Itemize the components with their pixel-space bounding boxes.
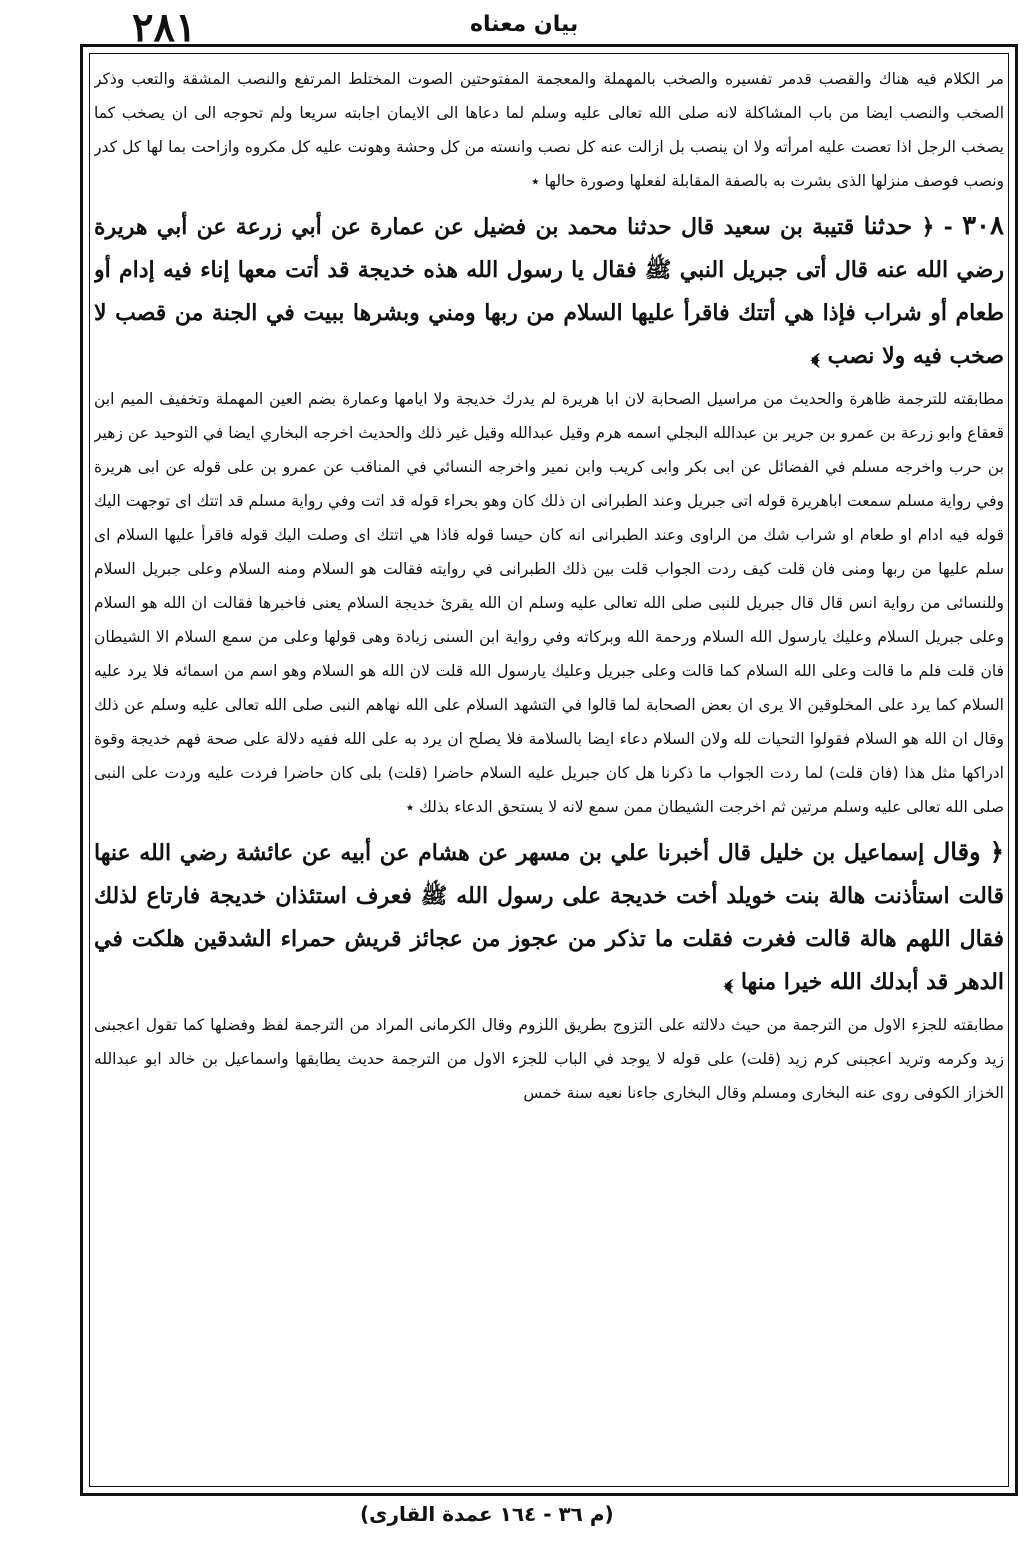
page-number: ٢٨١: [132, 4, 197, 51]
hadith-lead: ﴿ وقال: [932, 837, 1004, 866]
hadith-number: ٣٠٨: [962, 211, 1004, 241]
hadith-text: [94, 204, 1004, 378]
hadith-text: [94, 830, 1004, 1004]
hadith-body: إسماعيل بن خليل قال أخبرنا علي بن مسهر عن هشام عن أبيه عن عائشة رضي الله عنها قالت استأذنت هالة بنت خويلد أخت خديجة على رسول الله ﷺ فعرف استئذان خديجة فارتاع لذلك فقال اللهم هالة قالت فغرت فقلت ما تذكر من عجوز من عجائز قريش حمراء الشدقين هلكت في الدهر قد أبدلك الله خيرا منها ﴾: [94, 840, 1004, 995]
hadith-lead: حدثنا: [863, 211, 913, 240]
running-title: بيان معناه: [470, 12, 579, 37]
commentary-paragraph: مر الكلام فيه هناك والقصب قدمر تفسيره والصخب بالمهملة والمعجمة المفتوحتين الصوت المختلط المرتفع والنصب المشقة والتعب وذكر الصخب والنصب ايضا من باب المشاكلة لانه صلى الله تعالى عليه وسلم لما دعاها الى الايمان اجابته سريعا ولم تحوجه الى ان يصخب كما يصخب الرجل اذا تعصت عليه امرأته ولا ان ينصب بل ازالت عنه كل نصب وانسته من كل وحشة وهونت عليه كل مكروه وازاحت بما لها كل كدر ونصب فوصف منزلها الذى بشرت به بالصفة المقابلة لفعلها وصورة حالها ٭: [94, 70, 1004, 190]
commentary-paragraph: مطابقته للترجمة ظاهرة والحديث من مراسيل الصحابة لان ابا هريرة لم يدرك خديجة ولا ايامها وعمارة بضم العين المهملة وتخفيف الميم ابن قعقاع وابو زرعة بن عمرو بن جرير بن عبدالله البجلي اسمه هرم وقيل عبدالله وقيل غير ذلك والحديث اخرجه البخاري ايضا في التوحيد عن زهير بن حرب واخرجه مسلم في الفضائل عن ابى بكر وابى كريب وابن نمير واخرجه النسائي في المناقب عن عمرو بن على قوله عن ابى هريرة وفي رواية مسلم سمعت اباهريرة قوله اتى جبريل وعند الطبرانى ان ذلك كان وهو بحراء قوله قد اتت وفي رواية مسلم قد اتتك اى توجهت اليك قوله فيه ادام او طعام او شراب شك من الراوى وعند الطبرانى انه كان حيسا قوله فاذا هي اتتك اى وصلت اليك قوله فاقرأ عليها السلام اى سلم عليها من ربها ومنى فان قلت كيف ردت الجواب قلت بين ذلك الطبرانى في روايته فقالت هو السلام ومنه السلام وعلى جبريل السلام وللنسائى من رواية انس قال قال جبريل للنبى صلى الله تعالى عليه وسلم ان الله يقرئ خديجة السلام يعنى فاخبرها فقالت ان الله هو السلام وعلى جبريل السلام وعليك يارسول الله السلام ورحمة الله وبركاته وفي رواية ابن السنى زيادة وهى قولها وعلى من سمع السلام الا الشيطان فان قلت فلم ما قالت وعلى الله السلام كما قالت وعلى جبريل وعليك يارسول الله قلت لان الله هو السلام وهو اسم من اسمائه فلا يرد عليه السلام كما يرد على المخلوقين الا يرى ان بعض الصحابة لما قالوا في التشهد السلام على الله نهاهم النبى صلى الله تعالى عليه وسلم عن ذلك وقال ان الله هو السلام فقولوا التحيات لله ولان السلام دعاء ايضا بالسلامة فلا يصلح ان يرد به على الله ففيه دلالة على صحة فهم خديجة وقوة ادراكها مثل هذا (فان قلت) لما ردت الجواب ما ذكرنا هل كان جبريل عليه السلام حاضرا (قلت) بلى كان حاضرا فردت عليه وردت على النبى صلى الله تعالى عليه وسلم مرتين ثم اخرجت الشيطان ممن سمع لانه لا يستحق الدعاء بذلك ٭: [94, 390, 1004, 816]
commentary-paragraph: مطابقته للجزء الاول من الترجمة من حيث دلالته على التزوج بطريق اللزوم وقال الكرمانى المراد من الترجمة لفظ وفضلها كما تقول اعجبنى زيد وكرمه وتريد اعجبنى كرم زيد (قلت) على قوله لا يوجد في الباب للجزء الاول من الترجمة حديث يطابقها واسماعيل بن خالد ابو عبدالله الخزاز الكوفى روى عنه البخارى ومسلم وقال البخارى جاءنا نعيه سنة خمس: [94, 1016, 1004, 1102]
hadith-body: قتيبة بن سعيد قال حدثنا محمد بن فضيل عن عمارة عن أبي زرعة عن أبي هريرة رضي الله عنه قال أتى جبريل النبي ﷺ فقال يا رسول الله هذه خديجة قد أتت معها إناء فيه إدام أو طعام أو شراب فإذا هي أتتك فاقرأ عليها السلام من ربها ومني وبشرها ببيت في الجنة من قصب لا صخب فيه ولا نصب ﴾: [94, 214, 1004, 369]
hadith-separator: - ﴿: [912, 214, 953, 240]
page-content: [94, 62, 1004, 1482]
footer-signature: (م ٣٦ - ١٦٤ عمدة القارى): [360, 1502, 614, 1526]
